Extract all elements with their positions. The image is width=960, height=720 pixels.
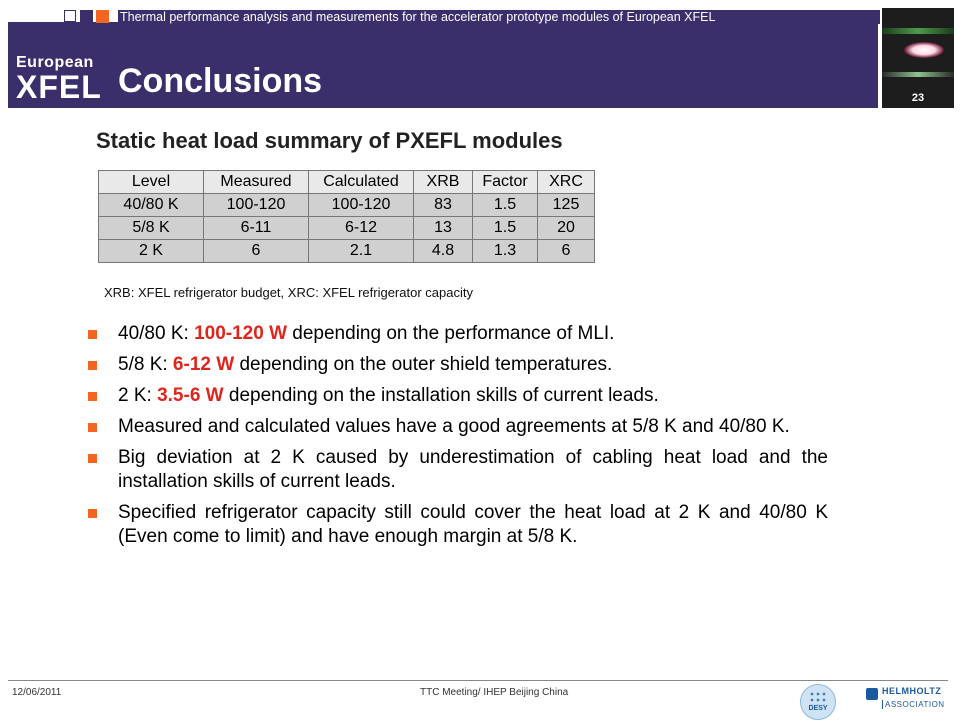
bullet-text-tail: depending on the installation skills of current leads. bbox=[223, 385, 659, 406]
desy-dots-icon bbox=[809, 691, 827, 705]
table-cell: 20 bbox=[538, 217, 595, 240]
logo-square-orange bbox=[96, 10, 109, 23]
footer-date: 12/06/2011 bbox=[12, 687, 62, 698]
presentation-title: Thermal performance analysis and measurements for the accelerator prototype modules of European XFEL bbox=[118, 10, 880, 24]
column-header: Measured bbox=[204, 171, 309, 194]
footer-event: TTC Meeting/ IHEP Beijing China bbox=[420, 687, 569, 698]
desy-logo bbox=[800, 684, 836, 720]
column-header: XRB bbox=[414, 171, 473, 194]
photo-glow bbox=[904, 42, 944, 58]
column-header: Calculated bbox=[309, 171, 414, 194]
helmholtz-line1: HELMHOLTZ bbox=[882, 686, 942, 696]
table-footnote: XRB: XFEL refrigerator budget, XRC: XFEL refrigerator capacity bbox=[104, 285, 473, 300]
page-number: 23 bbox=[911, 92, 925, 104]
european-xfel-logo bbox=[16, 54, 102, 105]
logo-line2: XFEL bbox=[16, 69, 102, 105]
table-cell: 1.3 bbox=[473, 240, 538, 263]
list-item bbox=[88, 415, 828, 439]
column-header: Level bbox=[99, 171, 204, 194]
column-header: Factor bbox=[473, 171, 538, 194]
table-cell: 1.5 bbox=[473, 194, 538, 217]
list-item bbox=[88, 353, 828, 377]
logo-square-outline bbox=[64, 10, 76, 22]
bullet-text: 5/8 K: bbox=[118, 354, 173, 375]
bullet-text: Specified refrigerator capacity still could cover the heat load at 2 K and 40/80 K (Even come to limit) and have enough margin at 5/8 K. bbox=[118, 502, 828, 547]
table-row bbox=[99, 194, 595, 217]
photo-streak-lower bbox=[882, 72, 954, 77]
bullet-text: 40/80 K: bbox=[118, 323, 195, 344]
bullet-text-tail: depending on the outer shield temperatures. bbox=[234, 354, 613, 375]
table-cell: 6-12 bbox=[309, 217, 414, 240]
logo-line1: European bbox=[16, 54, 94, 71]
table-header-row bbox=[99, 171, 595, 194]
list-item bbox=[88, 384, 828, 408]
table-cell: 4.8 bbox=[414, 240, 473, 263]
table-cell: 2 K bbox=[99, 240, 204, 263]
table-row bbox=[99, 240, 595, 263]
heat-load-table bbox=[98, 170, 595, 263]
helmholtz-line2: ASSOCIATION bbox=[882, 700, 945, 709]
bullet-text-tail: depending on the performance of MLI. bbox=[287, 323, 615, 344]
bullet-highlight: 6-12 W bbox=[172, 354, 235, 375]
bullet-highlight: 100-120 W bbox=[194, 323, 288, 344]
slide-header bbox=[0, 0, 960, 110]
square-bullet-icon bbox=[88, 361, 97, 370]
column-header: XRC bbox=[538, 171, 595, 194]
desy-label: DESY bbox=[808, 705, 828, 712]
table-cell: 2.1 bbox=[309, 240, 414, 263]
list-item bbox=[88, 322, 828, 346]
table-cell: 100-120 bbox=[309, 194, 414, 217]
helmholtz-mark-icon bbox=[866, 688, 878, 700]
square-bullet-icon bbox=[88, 330, 97, 339]
helmholtz-logo bbox=[866, 686, 952, 716]
bullet-text: Measured and calculated values have a good agreements at 5/8 K and 40/80 K. bbox=[118, 416, 790, 437]
table-cell: 6 bbox=[204, 240, 309, 263]
footer-divider bbox=[8, 680, 948, 681]
square-bullet-icon bbox=[88, 392, 97, 401]
section-title: Static heat load summary of PXEFL modules bbox=[96, 128, 563, 153]
bullet-highlight: 3.5-6 W bbox=[157, 385, 224, 406]
table-cell: 125 bbox=[538, 194, 595, 217]
slide-title: Conclusions bbox=[118, 62, 323, 100]
bullet-text: Big deviation at 2 K caused by underestimation of cabling heat load and the installation skills of current leads. bbox=[118, 447, 828, 492]
table-cell: 13 bbox=[414, 217, 473, 240]
table-cell: 6-11 bbox=[204, 217, 309, 240]
square-bullet-icon bbox=[88, 509, 97, 518]
table-cell: 6 bbox=[538, 240, 595, 263]
square-bullet-icon bbox=[88, 423, 97, 432]
list-item bbox=[88, 501, 828, 549]
photo-streak bbox=[882, 28, 954, 34]
conclusion-list bbox=[88, 322, 828, 556]
table-cell: 1.5 bbox=[473, 217, 538, 240]
list-item bbox=[88, 446, 828, 494]
table-cell: 5/8 K bbox=[99, 217, 204, 240]
header-photo bbox=[882, 8, 954, 108]
table-cell: 40/80 K bbox=[99, 194, 204, 217]
table-cell: 100-120 bbox=[204, 194, 309, 217]
bullet-text: 2 K: bbox=[118, 385, 158, 406]
logo-square-purple bbox=[80, 10, 93, 23]
table-cell: 83 bbox=[414, 194, 473, 217]
square-bullet-icon bbox=[88, 454, 97, 463]
table-row bbox=[99, 217, 595, 240]
